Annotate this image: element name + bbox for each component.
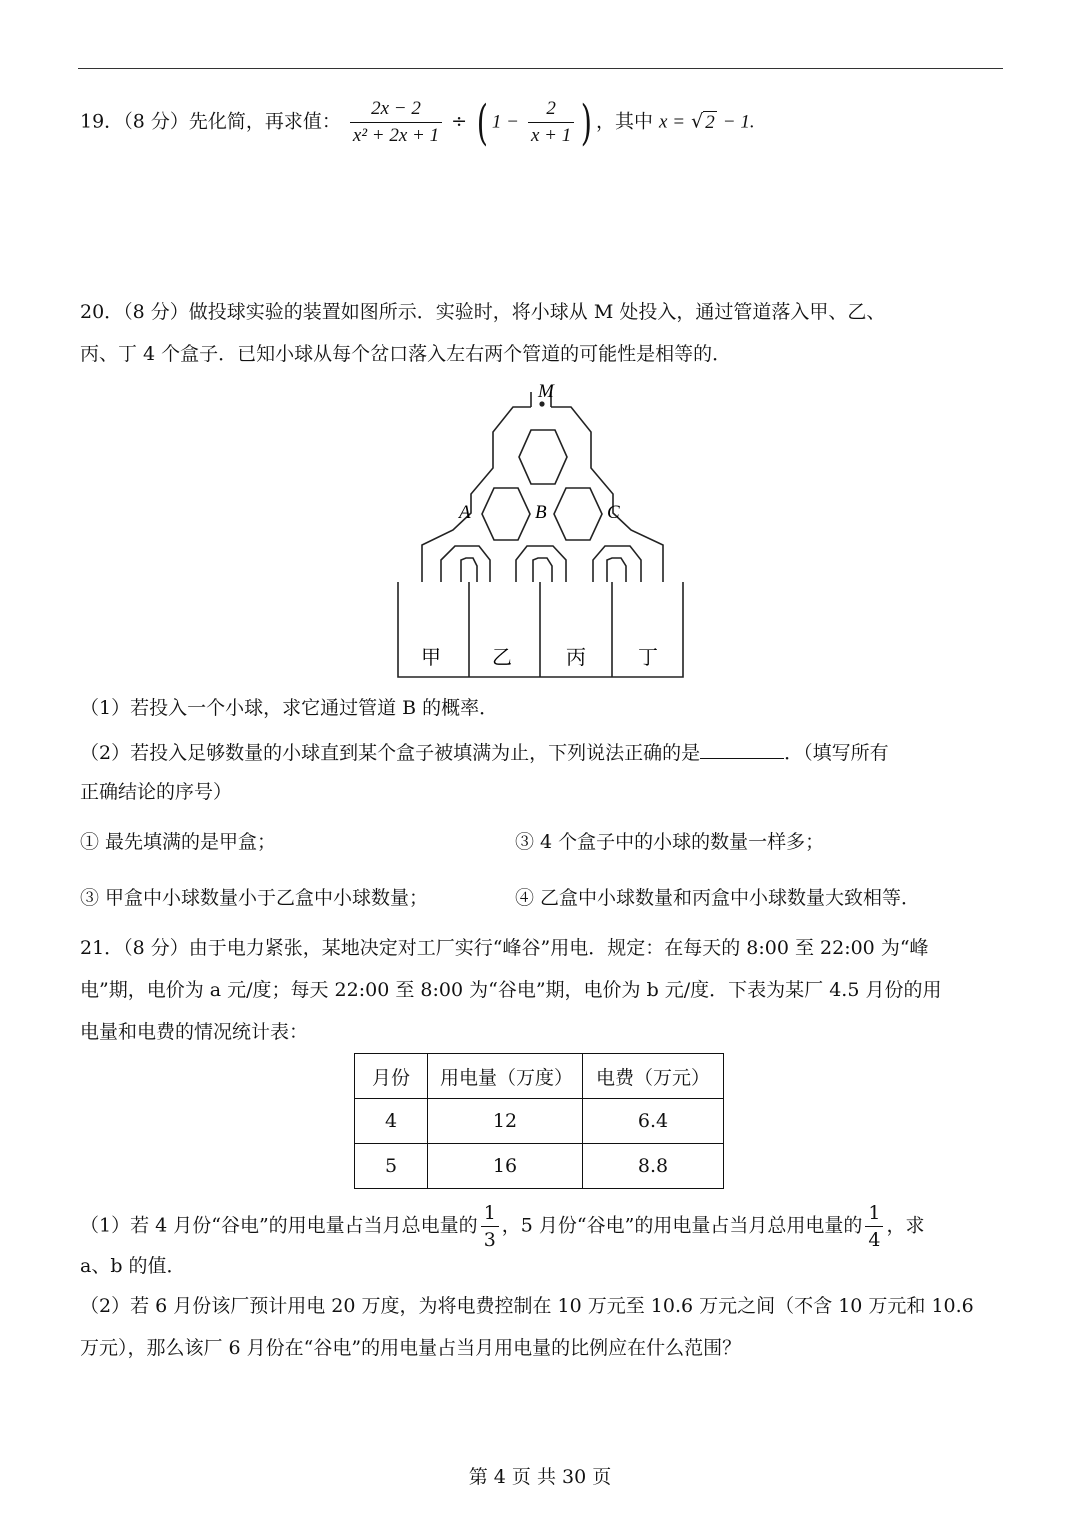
q21-part1-text-b: ，5 月份“谷电”的用电量占当月总用电量的 bbox=[501, 1214, 863, 1237]
q21-line-2: 电”期，电价为 a 元/度；每天 22:00 至 8:00 为“谷电”期，电价为 b 元/度．下表为某厂 4.5 月份的用 bbox=[80, 979, 942, 1001]
q19-frac1-den: x² + 2x + 1 bbox=[352, 125, 440, 146]
box-label-yi: 乙 bbox=[492, 647, 512, 669]
table-row bbox=[355, 1099, 724, 1144]
question-19: 19．（8 分）先化简，再求值： $\frac{2x - 2}{\text{x² + 2x + 1}}$ ÷ ( 1 − $\frac{2}{x + 1}$ ) ，其中 x = √ 2 − 1. bbox=[80, 94, 755, 151]
table-header-cell: 月份 bbox=[355, 1054, 428, 1099]
table-header-cell: 用电量（万度） bbox=[428, 1054, 583, 1099]
label-a: A bbox=[459, 502, 471, 523]
q19-x-eq: x = bbox=[659, 111, 686, 133]
box-label-jia: 甲 bbox=[421, 647, 441, 669]
q19-fraction-1 bbox=[350, 96, 442, 149]
q19-fraction-2 bbox=[528, 96, 574, 149]
table-cell: 12 bbox=[428, 1099, 583, 1144]
q20-part-2-line-1 bbox=[80, 738, 889, 765]
q19-sqrt2: 2 bbox=[705, 111, 715, 133]
page-footer: 第 4 页 共 30 页 bbox=[468, 1466, 612, 1488]
q21-part-2-line-2: 万元），那么该厂 6 月份在“谷电”的用电量占当月用电量的比例应在什么范围？ bbox=[80, 1337, 742, 1359]
top-rule bbox=[78, 68, 1003, 69]
q20-option-1: ① 最先填满的是甲盒； bbox=[80, 831, 277, 853]
hexagon-top bbox=[519, 430, 567, 484]
frac-b-den: 4 bbox=[868, 1229, 881, 1251]
table-row bbox=[355, 1144, 724, 1189]
q20-part2-text-a: （2）若投入足够数量的小球直到某个盒子被填满为止，下列说法正确的是 bbox=[80, 742, 701, 764]
box-label-ding: 丁 bbox=[638, 647, 658, 669]
q19-where: ，其中 bbox=[595, 110, 653, 133]
q19-frac1-num: 2x − 2 bbox=[350, 96, 442, 123]
q19-left-paren: ( bbox=[476, 94, 489, 151]
q19-frac2-num: 2 bbox=[528, 96, 574, 123]
table-cell: 8.8 bbox=[583, 1144, 724, 1189]
q21-line-3: 电量和电费的情况统计表： bbox=[80, 1021, 309, 1043]
frac-b-num: 1 bbox=[865, 1200, 883, 1227]
table-header-row bbox=[355, 1054, 724, 1099]
frac-a-num: 1 bbox=[481, 1200, 499, 1227]
electricity-table bbox=[354, 1053, 724, 1189]
table-header-cell: 电费（万元） bbox=[583, 1054, 724, 1099]
q19-minus-one: − 1. bbox=[722, 111, 755, 133]
q20-option-2: ③ 4 个盒子中的小球的数量一样多； bbox=[515, 831, 825, 853]
q19-one-minus: 1 − bbox=[491, 111, 519, 133]
hexagon-left bbox=[482, 488, 530, 540]
answer-blank[interactable] bbox=[700, 738, 784, 759]
q21-line-1: 21．（8 分）由于电力紧张，某地决定对工厂实行“峰谷”用电．规定：在每天的 8:00 至 22:00 为“峰 bbox=[80, 937, 929, 959]
q21-part-1-line-2: a、b 的值． bbox=[80, 1255, 186, 1277]
ball-drop-diagram bbox=[382, 380, 702, 680]
q20-part-1: （1）若投入一个小球，求它通过管道 B 的概率． bbox=[80, 697, 499, 719]
q20-line-2: 丙、丁 4 个盒子．已知小球从每个岔口落入左右两个管道的可能性是相等的． bbox=[80, 343, 732, 365]
q21-part-2-line-1: （2）若 6 月份该厂预计用电 20 万度，为将电费控制在 10 万元至 10.6 万元之间（不含 10 万元和 10.6 bbox=[80, 1295, 974, 1317]
q19-divide: ÷ bbox=[451, 110, 468, 133]
fraction-one-third bbox=[481, 1200, 499, 1253]
frac-a-den: 3 bbox=[483, 1229, 496, 1251]
q19-frac2-den: x + 1 bbox=[530, 125, 572, 146]
table-cell: 5 bbox=[355, 1144, 428, 1189]
label-m: M bbox=[538, 381, 554, 402]
table-cell: 6.4 bbox=[583, 1099, 724, 1144]
label-b: B bbox=[535, 502, 547, 523]
ball-entry-dot bbox=[539, 401, 544, 406]
hexagon-right bbox=[554, 488, 602, 540]
q19-right-paren: ) bbox=[580, 94, 593, 151]
q20-part-2-line-2: 正确结论的序号） bbox=[80, 781, 233, 803]
q19-number: 19． bbox=[80, 110, 124, 133]
q19-score: （8 分） bbox=[123, 110, 189, 133]
table-cell: 16 bbox=[428, 1144, 583, 1189]
q21-part1-text-c: ，求 bbox=[886, 1214, 925, 1237]
q20-option-4: ④ 乙盒中小球数量和丙盒中小球数量大致相等． bbox=[515, 887, 921, 909]
box-label-bing: 丙 bbox=[566, 647, 586, 669]
fraction-one-quarter bbox=[865, 1200, 883, 1253]
q20-option-3: ③ 甲盒中小球数量小于乙盒中小球数量； bbox=[80, 887, 429, 909]
label-c: C bbox=[607, 502, 620, 523]
table-cell: 4 bbox=[355, 1099, 428, 1144]
q21-part1-text-a: （1）若 4 月份“谷电”的用电量占当月总电量的 bbox=[80, 1214, 478, 1237]
q19-text: 先化简，再求值： bbox=[188, 110, 341, 133]
q21-part-1 bbox=[80, 1200, 924, 1253]
q20-line-1: 20．（8 分）做投球实验的装置如图所示．实验时，将小球从 M 处投入，通过管道落入甲、乙、 bbox=[80, 301, 886, 323]
q20-part2-text-b: ．（填写所有 bbox=[784, 742, 889, 764]
